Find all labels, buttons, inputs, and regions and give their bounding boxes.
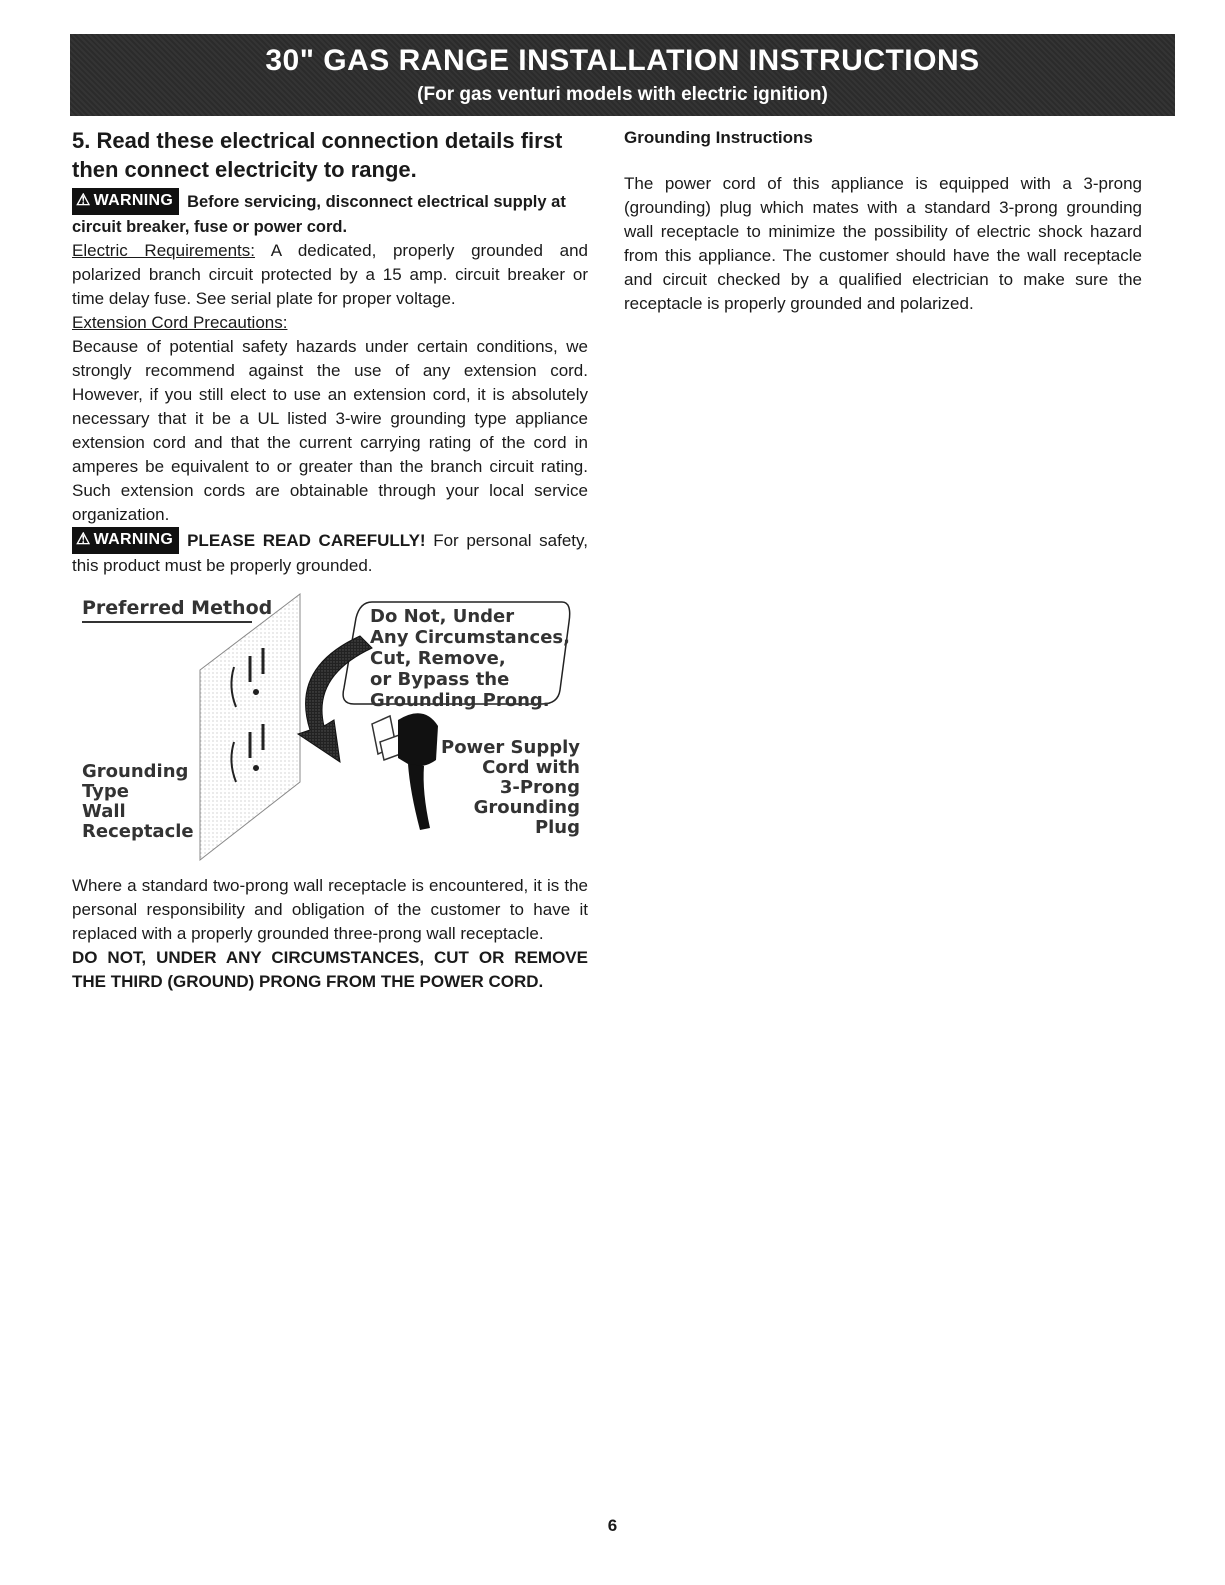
warning-badge-2: ⚠ WARNING bbox=[72, 527, 179, 554]
page-title: 30" GAS RANGE INSTALLATION INSTRUCTIONS bbox=[265, 44, 980, 77]
extension-cord-text: Because of potential safety hazards under certain conditions, we strongly recommend against the use of any extension cord. However, if you still elect to use an extension cord, it is absolutely necessary that it be a UL listed 3-wire grounding type appliance extension cord and that the current carrying rating of the cord in amperes be equivalent to or greater than the branch circuit rating. Such extension cords are obtainable through your local service organization. bbox=[72, 337, 588, 524]
warning-grounding-text: For personal safety, this product must be properly grounded. bbox=[72, 531, 588, 575]
grounding-instructions-heading: Grounding Instructions bbox=[624, 128, 813, 147]
preferred-method-label: Preferred Method bbox=[82, 597, 273, 619]
warning-grounding bbox=[72, 527, 588, 578]
two-prong-paragraph: Where a standard two-prong wall receptacle is encountered, it is the personal responsibility and obligation of the customer to have it replaced with a properly grounded three-prong wall receptacle. bbox=[72, 876, 588, 943]
page-number: 6 bbox=[607, 1516, 618, 1535]
extension-cord-label: Extension Cord Precautions: bbox=[72, 313, 288, 332]
plug-label: Power Supply Cord with 3-Prong Grounding Plug bbox=[441, 737, 580, 838]
extension-cord-precautions bbox=[72, 311, 588, 527]
grounding-figure bbox=[72, 592, 588, 874]
warning-triangle-icon: ⚠ bbox=[76, 192, 91, 209]
left-column bbox=[72, 126, 588, 994]
right-column bbox=[624, 126, 1142, 316]
warning-servicing bbox=[72, 188, 588, 239]
warning-text: Before servicing, disconnect electrical supply at circuit breaker, fuse or power cord. bbox=[72, 193, 566, 236]
warning-badge: ⚠ WARNING bbox=[72, 188, 179, 215]
receptacle-label: Grounding Type Wall Receptacle bbox=[82, 761, 194, 842]
bubble-text: Do Not, Under Any Circumstances, Cut, Remove, or Bypass the Grounding Prong. bbox=[370, 606, 570, 711]
electric-requirements-text: A dedicated, properly grounded and polarized branch circuit protected by a 15 amp. circuit breaker or time delay fuse. See serial plate for proper voltage. bbox=[72, 241, 588, 308]
title-banner bbox=[70, 34, 1175, 116]
section-title: 5. Read these electrical connection details first then connect electricity to range. bbox=[72, 128, 563, 182]
warning-read-carefully: PLEASE READ CAREFULLY! bbox=[187, 531, 426, 550]
electric-requirements-label: Electric Requirements: bbox=[72, 241, 255, 260]
grounding-instructions-text: The power cord of this appliance is equipped with a 3-prong (grounding) plug which mates with a standard 3-prong grounding wall receptacle to minimize the possibility of electric shock hazard from this appliance. The customer should have the wall receptacle and circuit checked by a qualified electrician to make sure the receptacle is properly grounded and polarized. bbox=[624, 174, 1142, 313]
electric-requirements bbox=[72, 239, 588, 311]
final-warning: DO NOT, UNDER ANY CIRCUMSTANCES, CUT OR REMOVE THE THIRD (GROUND) PRONG FROM THE POWER CORD. bbox=[72, 948, 588, 991]
page-subtitle: (For gas venturi models with electric ignition) bbox=[417, 84, 828, 105]
warning-triangle-icon: ⚠ bbox=[76, 531, 91, 548]
